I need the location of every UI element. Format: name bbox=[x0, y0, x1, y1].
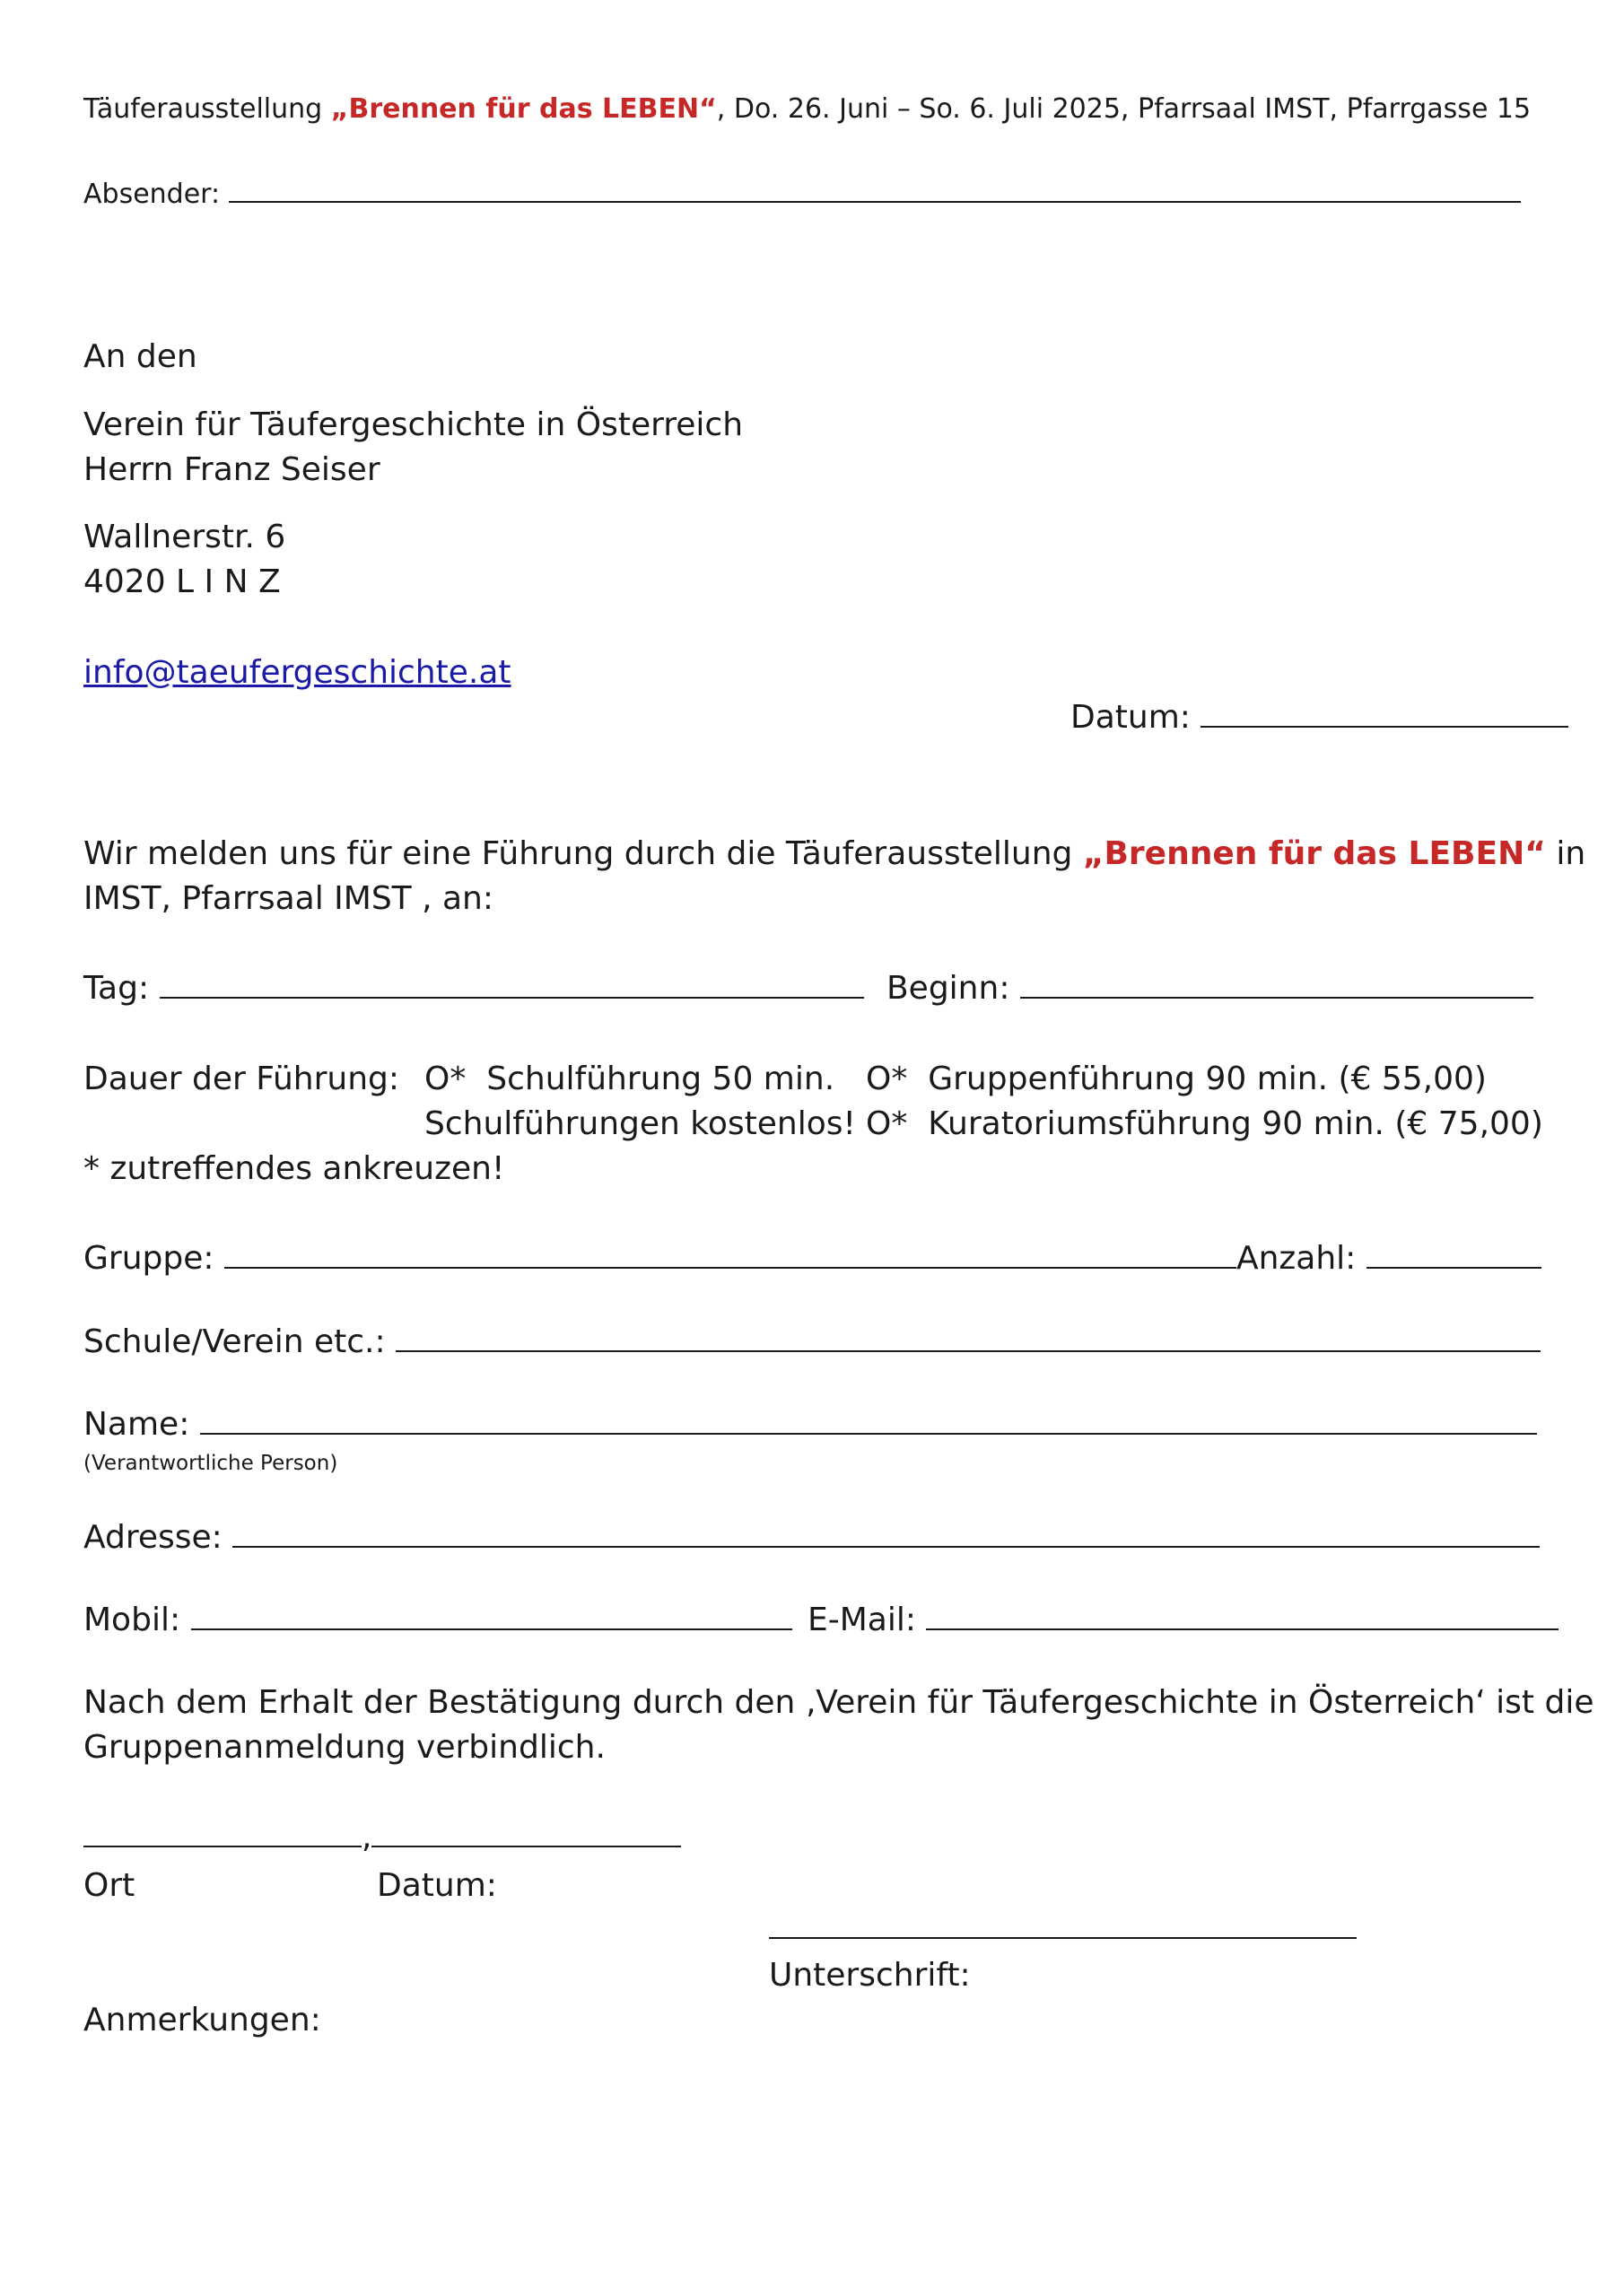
sender-row bbox=[83, 174, 1521, 212]
mobil-label: Mobil: bbox=[83, 1602, 181, 1638]
name-input-line[interactable] bbox=[200, 1406, 1537, 1435]
name-label: Name: bbox=[83, 1406, 190, 1443]
ort-datum-lines bbox=[83, 1818, 681, 1857]
beginn-label: Beginn: bbox=[886, 970, 1010, 1007]
sender-label: Absender: bbox=[83, 179, 221, 210]
mobil-input-line[interactable] bbox=[191, 1602, 792, 1630]
intro-line2: IMST, Pfarrsaal IMST , an: bbox=[83, 880, 493, 917]
checkbox-kuratoriumsfuehrung[interactable]: O* bbox=[866, 1105, 908, 1142]
option-gruppenfuehrung[interactable] bbox=[866, 1060, 1487, 1099]
signature-line-wrap bbox=[769, 1909, 1357, 1949]
gruppe-label: Gruppe: bbox=[83, 1240, 214, 1277]
recipient-city: 4020 L I N Z bbox=[83, 563, 281, 600]
checkbox-gruppenfuehrung[interactable]: O* bbox=[866, 1061, 908, 1097]
kuratoriumsfuehrung-label: Kuratoriumsführung 90 min. (€ 75,00) bbox=[928, 1105, 1543, 1142]
intro-text: Wir melden uns für eine Führung durch die Täuferausstellung bbox=[83, 835, 1083, 872]
ort-input-line[interactable] bbox=[83, 1819, 362, 1847]
duration-label: Dauer der Führung: bbox=[83, 1061, 400, 1097]
header-prefix: Täuferausstellung bbox=[83, 93, 331, 125]
date-input-line[interactable] bbox=[1201, 699, 1568, 728]
adresse-row bbox=[83, 1518, 1540, 1558]
confirmation-line2: Gruppenanmeldung verbindlich. bbox=[83, 1729, 606, 1766]
header-line bbox=[83, 92, 1531, 127]
tag-label: Tag: bbox=[83, 970, 150, 1007]
adresse-input-line[interactable] bbox=[232, 1519, 1540, 1548]
tag-beginn-row bbox=[83, 969, 1533, 1008]
email-label: E-Mail: bbox=[807, 1602, 916, 1638]
ort-label: Ort bbox=[83, 1867, 135, 1904]
sender-input-line[interactable] bbox=[229, 174, 1521, 203]
gruppe-row bbox=[83, 1239, 1541, 1279]
sign-date-label: Datum: bbox=[377, 1867, 497, 1904]
intro-line1 bbox=[83, 834, 1585, 874]
intro-in: in bbox=[1545, 835, 1586, 872]
intro-exhibition-title: „Brennen für das LEBEN“ bbox=[1082, 835, 1546, 872]
name-note: (Verantwortliche Person) bbox=[83, 1452, 338, 1475]
schulfuehrung-label: Schulführung 50 min. bbox=[486, 1061, 835, 1097]
anzahl-label: Anzahl: bbox=[1235, 1240, 1357, 1277]
signature-label: Unterschrift: bbox=[769, 1957, 971, 1994]
gruppe-input-line[interactable] bbox=[224, 1240, 1236, 1269]
recipient-person: Herrn Franz Seiser bbox=[83, 451, 380, 488]
sign-date-input-line[interactable] bbox=[371, 1819, 681, 1847]
footnote: * zutreffendes ankreuzen! bbox=[83, 1150, 505, 1187]
recipient-org: Verein für Täufergeschichte in Österreich bbox=[83, 406, 744, 443]
name-row bbox=[83, 1405, 1537, 1445]
confirmation-line1: Nach dem Erhalt der Bestätigung durch den ‚Verein für Täufergeschichte in Österreich‘ ist die bbox=[83, 1684, 1594, 1721]
exhibition-title: „Brennen für das LEBEN“ bbox=[330, 93, 717, 125]
option-schulfuehrung[interactable] bbox=[424, 1060, 834, 1099]
tag-input-line[interactable] bbox=[160, 970, 864, 999]
schulfuehrung-note: Schulführungen kostenlos! bbox=[424, 1105, 856, 1142]
schule-input-line[interactable] bbox=[396, 1323, 1541, 1352]
schule-label: Schule/Verein etc.: bbox=[83, 1323, 386, 1360]
date-label: Datum: bbox=[1070, 699, 1191, 736]
date-row bbox=[1070, 698, 1568, 738]
schule-row bbox=[83, 1323, 1541, 1362]
recipient-email-link[interactable]: info@taeufergeschichte.at bbox=[83, 654, 511, 691]
recipient-street: Wallnerstr. 6 bbox=[83, 519, 286, 555]
option-kuratoriumsfuehrung[interactable] bbox=[866, 1104, 1543, 1144]
signature-input-line[interactable] bbox=[769, 1910, 1357, 1939]
recipient-line1: An den bbox=[83, 338, 197, 375]
beginn-input-line[interactable] bbox=[1020, 970, 1533, 999]
checkbox-schulfuehrung[interactable]: O* bbox=[424, 1061, 467, 1097]
contact-row bbox=[83, 1601, 1559, 1640]
gruppenfuehrung-label: Gruppenführung 90 min. (€ 55,00) bbox=[928, 1061, 1487, 1097]
header-suffix: , Do. 26. Juni – So. 6. Juli 2025, Pfarrsaal IMST, Pfarrgasse 15 bbox=[716, 93, 1532, 125]
adresse-label: Adresse: bbox=[83, 1519, 223, 1556]
anzahl-input-line[interactable] bbox=[1366, 1240, 1541, 1269]
remarks-label: Anmerkungen: bbox=[83, 2002, 321, 2038]
email-input-line[interactable] bbox=[926, 1602, 1559, 1630]
comma: , bbox=[362, 1819, 372, 1855]
